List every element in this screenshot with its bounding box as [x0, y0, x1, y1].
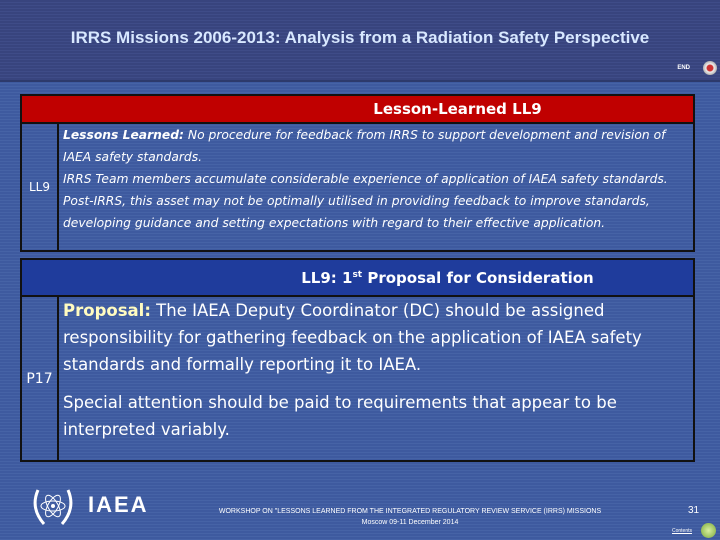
row-label: LL9 — [21, 123, 58, 251]
text: No procedure for feedback from IRRS to support development and revision of IAEA safety standards. — [63, 128, 666, 164]
lesson-text — [58, 123, 694, 251]
workshop-title: WORKSHOP ON "LESSONS LEARNED FROM THE INTEGRATED REGULATORY REVIEW SERVICE (IRRS) MISSIONS — [218, 508, 602, 515]
text: The IAEA Deputy Coordinator (DC) should be assigned responsibility for gathering feedback on the application of IAEA safety standards and formally reporting it to IAEA. — [63, 301, 642, 374]
contents-icon[interactable] — [701, 523, 716, 538]
proposal-text — [58, 296, 694, 461]
table-heading — [21, 259, 694, 296]
iaea-logo-text: IAEA — [88, 492, 149, 517]
page-number: 31 — [688, 505, 700, 516]
row-label: P17 — [21, 296, 58, 461]
workshop-footer — [190, 506, 630, 528]
end-icon[interactable] — [703, 61, 717, 75]
heading-text: LL9: 1 — [301, 268, 353, 287]
end-link[interactable]: END — [677, 65, 690, 71]
workshop-location: Moscow 09-11 December 2014 — [361, 519, 459, 526]
iaea-logo-icon — [30, 484, 76, 528]
heading-sup: st — [352, 269, 363, 280]
lesson-learned-table — [20, 94, 695, 252]
text: IRRS Team members accumulate considerable experience of application of IAEA safety standards. Post-IRRS, this asset may not be optimally utilised in providing feedback to improve standards, developing guidance and setting expectations with regard to their effective application. — [63, 172, 668, 230]
contents-link[interactable]: Contents — [672, 528, 693, 534]
text: Special attention should be paid to requirements that appear to be interpreted variably. — [63, 393, 617, 439]
proposal-table — [20, 258, 695, 462]
heading-text: Proposal for Consideration — [362, 268, 594, 287]
lead: Lessons Learned: — [63, 128, 184, 142]
slide-title: IRRS Missions 2006-2013: Analysis from a Radiation Safety Perspective — [70, 28, 650, 47]
lead: Proposal: — [63, 301, 151, 320]
table-heading: Lesson-Learned LL9 — [21, 95, 694, 123]
